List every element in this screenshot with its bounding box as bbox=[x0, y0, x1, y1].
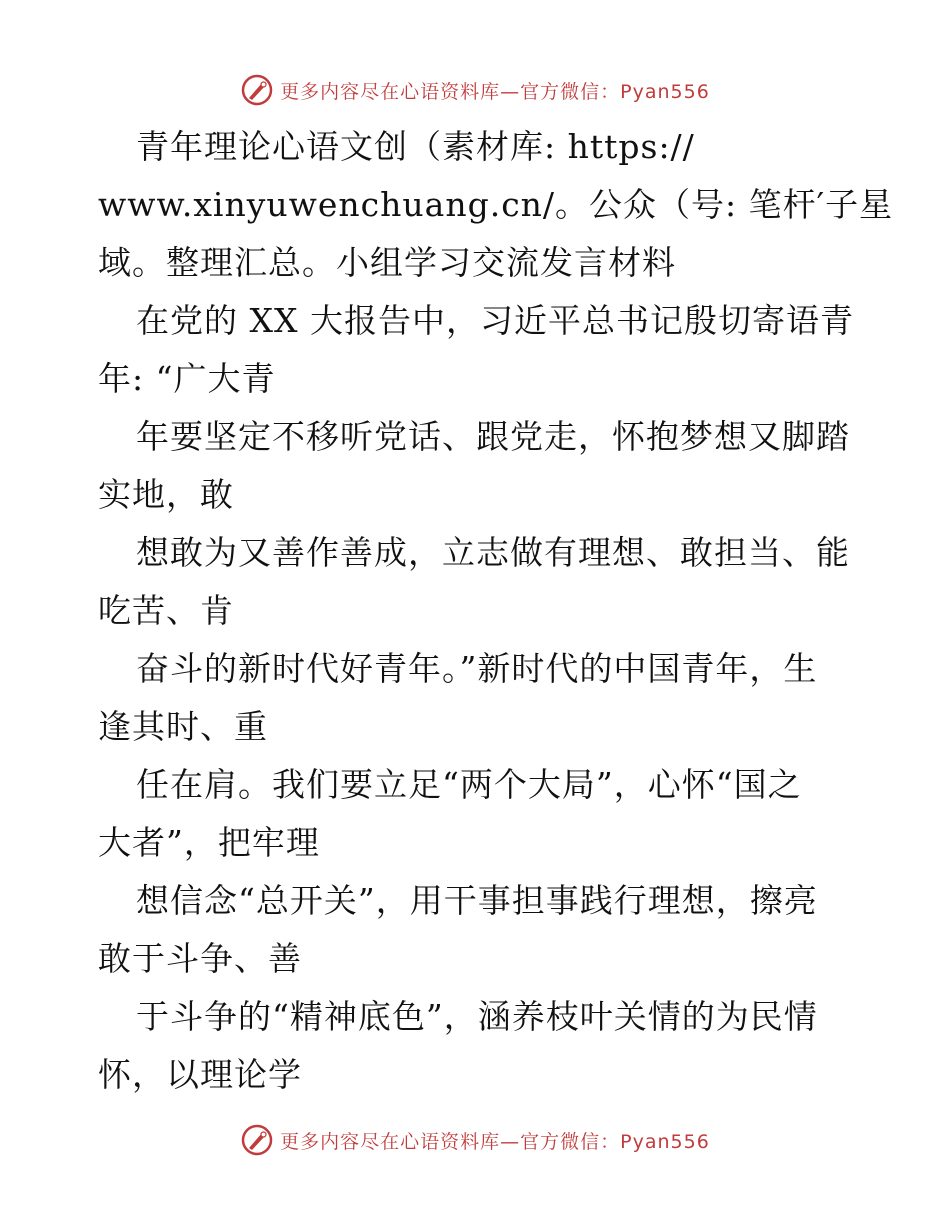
pen-logo-icon bbox=[240, 1123, 274, 1157]
text-line: 想信念“总开关”，用干事担事践行理想，擦亮 bbox=[136, 881, 818, 920]
text-line: 任在肩。我们要立足“两个大局”，心怀“国之 bbox=[136, 765, 802, 804]
footer-banner-text: 更多内容尽在心语资料库—官方微信：Pyan556 bbox=[280, 1130, 710, 1153]
header-banner bbox=[0, 70, 950, 110]
text-line: 想敢为又善作善成，立志做有理想、敢担当、能 bbox=[136, 533, 850, 572]
text-line: 域。整理汇总。小组学习交流发言材料 bbox=[98, 243, 676, 282]
text-line: 实地，敢 bbox=[98, 475, 234, 514]
footer-banner bbox=[0, 1120, 950, 1160]
text-line: 逢其时、重 bbox=[98, 707, 268, 746]
header-banner-text: 更多内容尽在心语资料库—官方微信：Pyan556 bbox=[280, 80, 710, 103]
text-line: 奋斗的新时代好青年。”新时代的中国青年，生 bbox=[136, 649, 818, 688]
text-line: www.xinyuwenchuang.cn/。公众（号: 笔杆′子星 bbox=[98, 185, 894, 224]
text-line: 怀，以理论学 bbox=[98, 1055, 302, 1094]
text-line: 青年理论心语文创（素材库: https:// bbox=[136, 127, 695, 166]
text-line: 年要坚定不移听党话、跟党走，怀抱梦想又脚踏 bbox=[136, 417, 850, 456]
text-line: 敢于斗争、善 bbox=[98, 939, 302, 978]
text-line: 吃苦、肯 bbox=[98, 591, 234, 630]
document-body bbox=[98, 118, 894, 1104]
text-line: 在党的 XX 大报告中，习近平总书记殷切寄语青 bbox=[136, 301, 854, 340]
text-line: 年: “广大青 bbox=[98, 359, 276, 398]
text-line: 大者”，把牢理 bbox=[98, 823, 320, 862]
text-line: 于斗争的“精神底色”，涵养枝叶关情的为民情 bbox=[136, 997, 818, 1036]
pen-logo-icon bbox=[240, 73, 274, 107]
